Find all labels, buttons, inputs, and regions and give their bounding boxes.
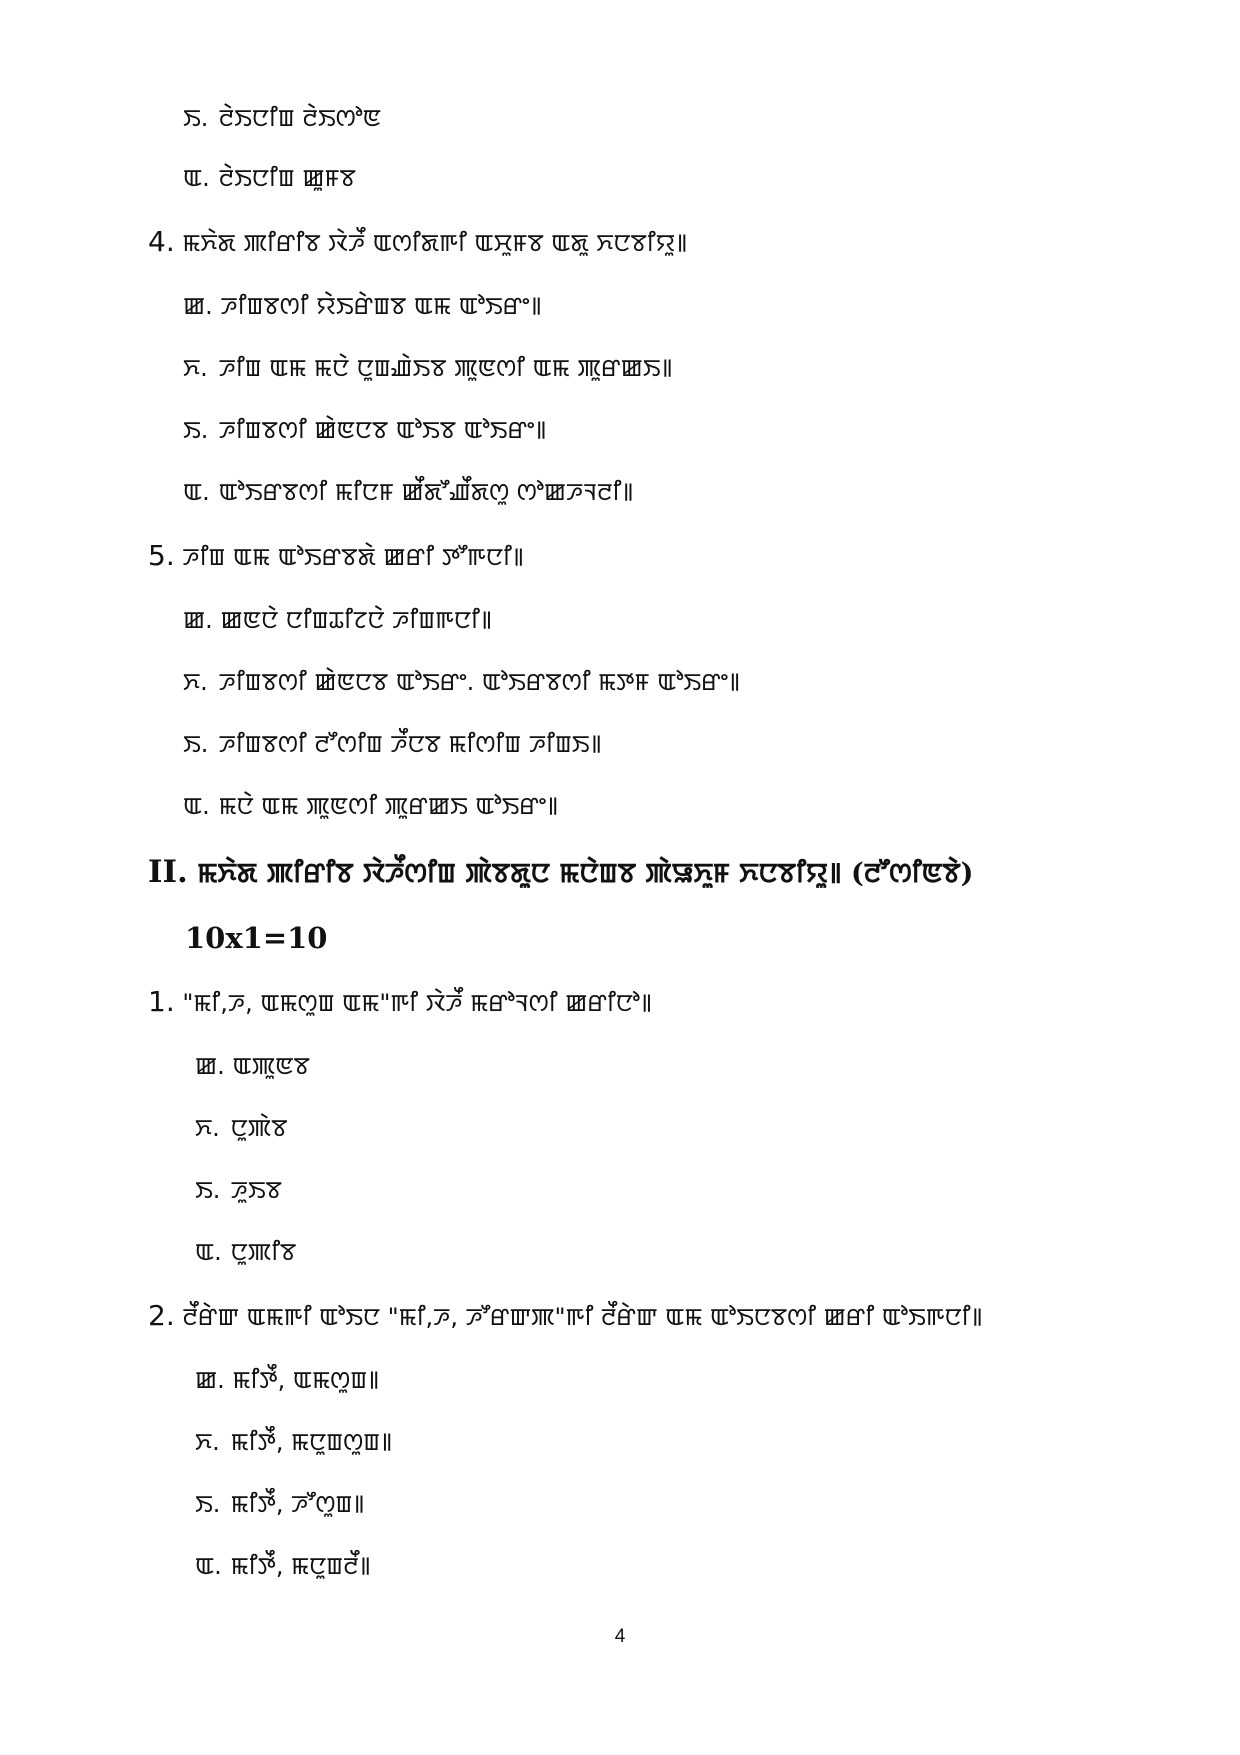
q1-option-b xyxy=(195,1112,287,1144)
option-letter: ꯈ. xyxy=(195,1428,220,1456)
q2-option-a xyxy=(195,1364,379,1396)
option-text: ꯃꯅꯥ ꯑꯃ ꯄꯨꯟꯁꯤ ꯄꯨꯔꯀꯏ ꯑꯣꯏꯔꯦ꯫ xyxy=(218,792,559,820)
option-letter: ꯏ. xyxy=(183,104,209,132)
q2-option-c xyxy=(195,1488,365,1520)
option-text: ꯃꯤꯇꯩ, ꯍꯧꯁꯨꯡ꯫ xyxy=(230,1490,365,1518)
option-letter: ꯀ. xyxy=(195,1052,225,1080)
option-text: ꯂꯥꯏꯅꯤꯡ ꯂꯥꯏꯁꯣꯟ xyxy=(218,104,382,132)
option-letter: ꯏ. xyxy=(183,730,209,758)
option-text: ꯍꯤꯡꯕꯁꯤ ꯂꯧꯁꯤꯡ ꯍꯩꯅꯕ ꯃꯤꯁꯤꯡ ꯍꯤꯡꯏ꯫ xyxy=(218,730,602,758)
q1-option-a xyxy=(195,1050,310,1082)
option-text: ꯃꯤꯇꯩ, ꯃꯅꯨꯡꯁꯨꯡ꯫ xyxy=(230,1428,393,1456)
option-text: ꯑꯣꯏꯔꯕꯁꯤ ꯃꯤꯅꯝ ꯀꯩꯗꯧꯉꯩꯗꯁꯨ ꯁꯣꯀꯍꯜꯂꯤ꯫ xyxy=(218,478,634,506)
question-text: ꯃꯈꯥꯗ ꯄꯤꯔꯤꯕ ꯋꯥꯍꯩ ꯑꯁꯤꯗꯒꯤ ꯑꯆꯨꯝꯕ ꯑꯗꯨ ꯈꯅꯕꯤꯌꯨ꯫ xyxy=(182,229,688,257)
option-c-prev xyxy=(183,102,381,134)
option-letter: ꯑ. xyxy=(183,792,210,820)
option-text: ꯍꯤꯡꯕꯁꯤ ꯌꯥꯏꯔꯥꯡꯕ ꯑꯃ ꯑꯣꯏꯔꯦ꯫ xyxy=(220,292,542,320)
option-letter: ꯈ. xyxy=(183,354,208,382)
option-text: ꯅꯨꯄꯤꯕ xyxy=(230,1238,297,1266)
option-text: ꯍꯤꯡꯕꯁꯤ ꯀꯥꯟꯅꯕ ꯑꯣꯏꯕ ꯑꯣꯏꯔꯦ꯫ xyxy=(218,416,547,444)
option-text: ꯑꯄꯨꯟꯕ xyxy=(232,1052,310,1080)
q2-option-d xyxy=(195,1550,371,1582)
q5-option-a xyxy=(183,604,492,636)
option-letter: ꯀ. xyxy=(183,292,213,320)
question-5 xyxy=(148,540,524,573)
section-heading xyxy=(148,856,973,890)
question-text: ꯍꯤꯡ ꯑꯃ ꯑꯣꯏꯔꯕꯗꯥ ꯀꯔꯤ ꯇꯧꯒꯅꯤ꯫ xyxy=(182,543,524,571)
question-text: "ꯃꯤ,ꯍ, ꯑꯃꯁꯨꯡ ꯑꯃ"ꯒꯤ ꯋꯥꯍꯩ ꯃꯔꯣꯜꯁꯤ ꯀꯔꯤꯅꯣ꯫ xyxy=(182,989,652,1017)
question-number: 5. xyxy=(148,539,175,572)
option-letter: ꯀ. xyxy=(195,1366,225,1394)
q1-option-c xyxy=(195,1174,282,1206)
question-number: 4. xyxy=(148,225,175,258)
option-text: ꯃꯤꯇꯩ, ꯑꯃꯁꯨꯡ꯫ xyxy=(232,1366,380,1394)
q4-option-c xyxy=(183,414,547,446)
q2-option-b xyxy=(195,1426,392,1458)
option-letter: ꯑ. xyxy=(195,1238,222,1266)
option-letter: ꯀ. xyxy=(183,606,213,634)
question-4 xyxy=(148,226,687,259)
q4-option-d xyxy=(183,476,634,508)
q4-option-b xyxy=(183,352,673,384)
option-text: ꯍꯤꯡꯕꯁꯤ ꯀꯥꯟꯅꯕ ꯑꯣꯏꯔꯦ. ꯑꯣꯏꯔꯕꯁꯤ ꯃꯇꯝ ꯑꯣꯏꯔꯦ꯫ xyxy=(218,668,741,696)
option-letter: ꯏ. xyxy=(195,1490,221,1518)
question-2 xyxy=(148,1300,983,1333)
q5-option-b xyxy=(183,666,740,698)
option-text: ꯍꯤꯡ ꯑꯃ ꯃꯅꯥ ꯅꯨꯡꯉꯥꯏꯕ ꯄꯨꯟꯁꯤ ꯑꯃ ꯄꯨꯔꯀꯏ꯫ xyxy=(218,354,673,382)
option-letter: ꯏ. xyxy=(183,416,209,444)
question-text: ꯂꯩꯔꯥꯛ ꯑꯃꯒꯤ ꯑꯣꯏꯅ "ꯃꯤ,ꯍ, ꯍꯧꯔꯛꯄ"ꯒꯤ ꯂꯩꯔꯥꯛ ꯑꯃ ꯑꯣꯏꯅꯕꯁꯤ ꯀꯔꯤ ꯑꯣꯏꯒꯅꯤ꯫ xyxy=(182,1303,983,1331)
q4-option-a xyxy=(183,290,542,322)
question-1 xyxy=(148,986,652,1019)
option-letter: ꯈ. xyxy=(183,668,208,696)
option-text: ꯍꯨꯏꯕ xyxy=(230,1176,282,1204)
option-text: ꯂꯥꯏꯅꯤꯡ ꯀꯨꯝꯕ xyxy=(218,164,356,192)
section-marks: 10x1=10 xyxy=(185,921,328,955)
section-instruction: ꯃꯈꯥꯗ ꯄꯤꯔꯤꯕ ꯋꯥꯍꯩꯁꯤꯡ ꯄꯥꯕꯗꯨꯅ ꯃꯅꯥꯡꯕ ꯄꯥꯎꯈꯨꯝ ꯈꯅꯕꯤꯌꯨ꯫ (ꯂꯧꯁꯤꯟꯕꯥ) xyxy=(197,858,974,889)
option-letter: ꯑ. xyxy=(183,478,210,506)
option-text: ꯅꯨꯄꯥꯕ xyxy=(230,1114,288,1142)
option-d-prev xyxy=(183,162,356,194)
option-text: ꯃꯤꯇꯩ, ꯃꯅꯨꯡꯂꯩ꯫ xyxy=(230,1552,371,1580)
section-number: II. xyxy=(148,854,188,890)
q5-option-c xyxy=(183,728,602,760)
option-text: ꯀꯟꯅꯥ ꯅꯤꯡꯊꯤꯖꯅꯥ ꯍꯤꯡꯒꯅꯤ꯫ xyxy=(220,606,492,634)
option-letter: ꯑ. xyxy=(195,1552,222,1580)
option-letter: ꯏ. xyxy=(195,1176,221,1204)
question-number: 1. xyxy=(148,985,175,1018)
option-letter: ꯑ. xyxy=(183,164,210,192)
question-number: 2. xyxy=(148,1299,175,1332)
q5-option-d xyxy=(183,790,558,822)
option-letter: ꯈ. xyxy=(195,1114,220,1142)
page-number: 4 xyxy=(614,1626,626,1647)
q1-option-d xyxy=(195,1236,296,1268)
